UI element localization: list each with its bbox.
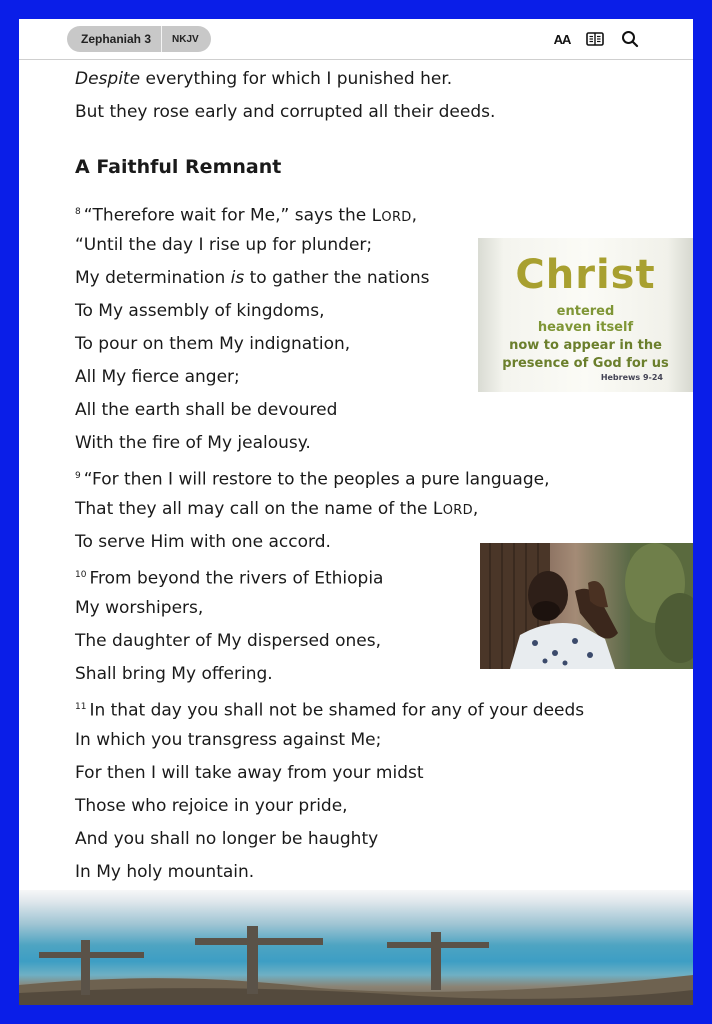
verse-line: All My fierce anger; xyxy=(75,367,240,387)
verse-line: $^{10}$ From beyond the rivers of Ethiopia xyxy=(75,568,384,589)
three-crosses-image xyxy=(19,890,693,1005)
verse-number: 8 xyxy=(75,207,81,217)
christ-title: Christ xyxy=(515,252,656,298)
verse-line: Those who rejoice in your pride, xyxy=(75,796,348,816)
book-icon xyxy=(586,32,604,46)
verse-line: To serve Him with one accord. xyxy=(75,532,331,552)
reader-toolbar xyxy=(19,19,693,60)
font-size-icon: AA xyxy=(553,31,571,47)
passage-line: But they rose early and corrupted all their deeds. xyxy=(75,102,496,122)
verse-number: 9 xyxy=(75,471,81,481)
parallel-view-button[interactable] xyxy=(584,29,606,49)
praying-man-illustration xyxy=(480,543,693,669)
christ-scripture-image: Christ entered heaven itself now to appear in the presence of God for us Hebrews 9-24 xyxy=(478,238,693,392)
font-size-button[interactable] xyxy=(549,29,575,49)
verse-line: My determination is to gather the nations xyxy=(75,268,430,288)
verse-line: The daughter of My dispersed ones, xyxy=(75,631,382,651)
verse-line: Shall bring My offering. xyxy=(75,664,273,684)
verse-line: With the fire of My jealousy. xyxy=(75,433,311,453)
verse-line: That they all may call on the name of the LORD, xyxy=(75,499,479,519)
small-caps-lord: LORD xyxy=(432,499,473,519)
search-icon xyxy=(621,30,639,48)
verse-line: $^8$ “Therefore wait for Me,” says the LORD, xyxy=(75,205,418,226)
verse-number: 11 xyxy=(75,702,87,712)
verse-number: 10 xyxy=(75,570,87,580)
version-button[interactable]: NKJV xyxy=(172,33,199,45)
passage-line: Despite everything for which I punished her. xyxy=(75,69,453,89)
verse-line: All the earth shall be devoured xyxy=(75,400,338,420)
verse-line: For then I will take away from your midst xyxy=(75,763,424,783)
verse-line: My worshipers, xyxy=(75,598,204,618)
verse-line: $^{11}$ In that day you shall not be shamed for any of your deeds xyxy=(75,700,585,721)
praying-man-photo xyxy=(480,543,693,669)
verse-line: To My assembly of kingdoms, xyxy=(75,301,325,321)
search-button[interactable] xyxy=(619,29,641,49)
verse-line: “Until the day I rise up for plunder; xyxy=(75,235,373,255)
crosses-illustration xyxy=(19,890,693,1005)
small-caps-lord: LORD xyxy=(371,205,412,226)
verse-line: And you shall no longer be haughty xyxy=(75,829,379,849)
verse-line: $^9$ “For then I will restore to the peoples a pure language, xyxy=(75,469,550,490)
verse-line: In which you transgress against Me; xyxy=(75,730,382,750)
book-chapter-button[interactable]: Zephaniah 3 xyxy=(67,26,162,52)
verse-line: To pour on them My indignation, xyxy=(75,334,351,354)
verse-line: In My holy mountain. xyxy=(75,862,255,882)
section-heading: A Faithful Remnant xyxy=(75,156,282,178)
reader-page xyxy=(19,19,693,1005)
reference-selector[interactable] xyxy=(67,26,211,52)
